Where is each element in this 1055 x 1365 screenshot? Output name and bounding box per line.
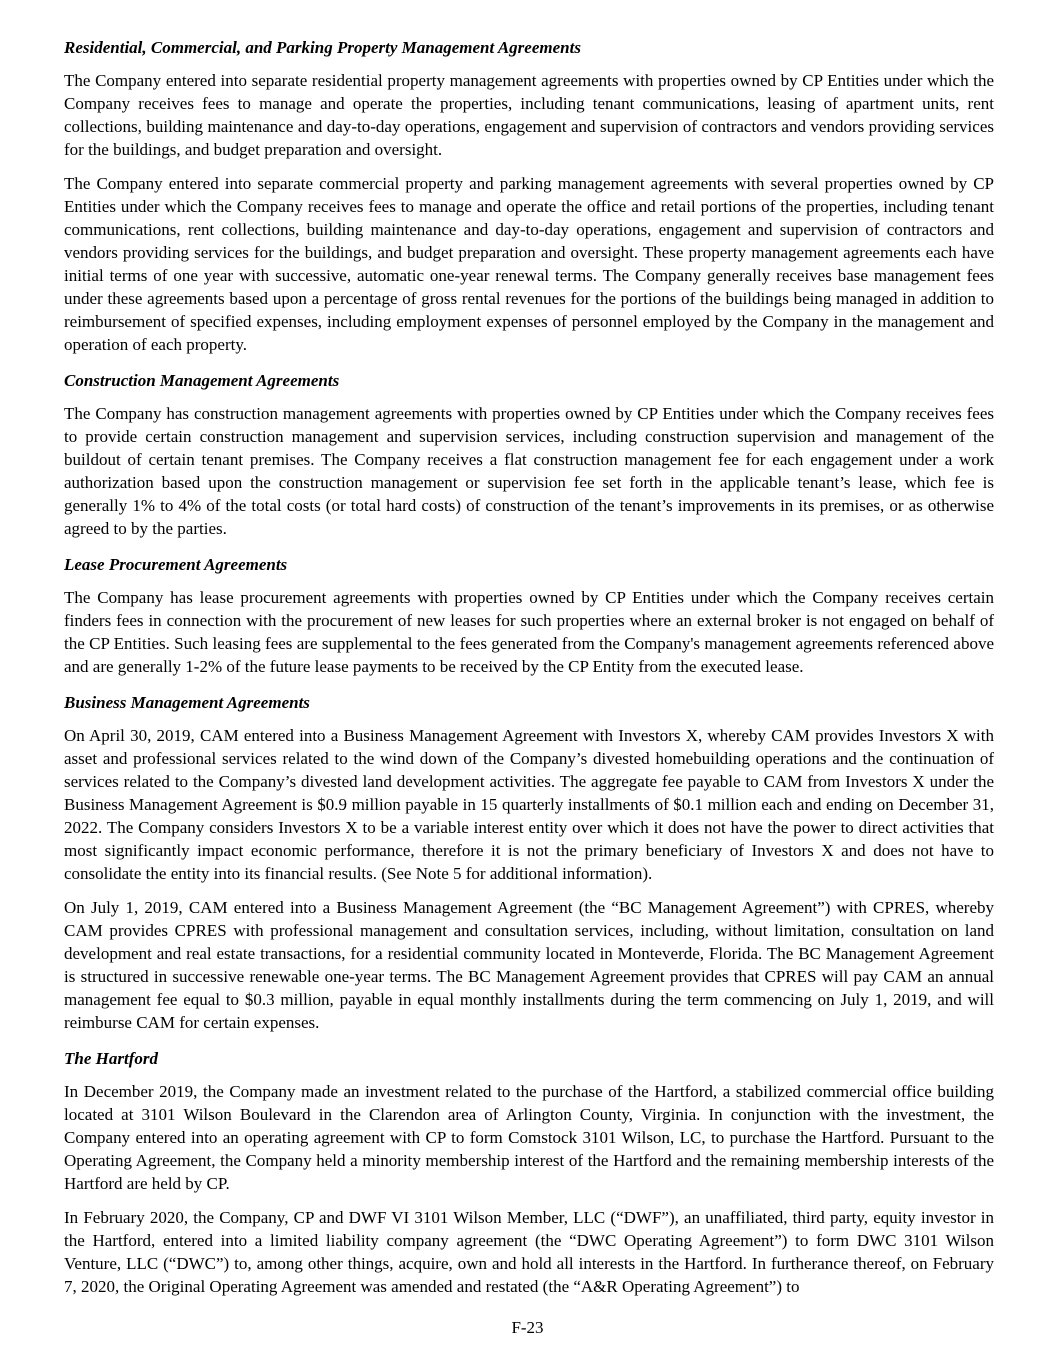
section-the-hartford bbox=[64, 1047, 994, 1298]
paragraph: The Company entered into separate commercial property and parking management agreements with several properties owned by CP Entities under which the Company receives fees to manage and operate the office and retail portions of the properties, including tenant communications, rent collections, building maintenance and day-to-day operations, engagement and supervision of contractors and vendors providing services for the buildings, and budget preparation and oversight. These property management agreements each have initial terms of one year with successive, automatic one-year renewal terms. The Company generally receives base management fees under these agreements based upon a percentage of gross rental revenues for the portions of the buildings being managed in addition to reimbursement of specified expenses, including employment expenses of personnel employed by the Company in the management and operation of each property. bbox=[64, 174, 994, 354]
section-heading: Lease Procurement Agreements bbox=[64, 555, 288, 574]
section-heading: The Hartford bbox=[64, 1049, 158, 1068]
paragraph: The Company entered into separate residential property management agreements with properties owned by CP Entities under which the Company receives fees to manage and operate the properties, including tenant communications, leasing of apartment units, rent collections, building maintenance and day-to-day operations, engagement and supervision of contractors and vendors providing services for the buildings, and budget preparation and oversight. bbox=[64, 71, 994, 159]
section-heading: Construction Management Agreements bbox=[64, 371, 340, 390]
section-property-management bbox=[64, 36, 994, 356]
paragraph: On April 30, 2019, CAM entered into a Business Management Agreement with Investors X, whereby CAM provides Investors X with asset and professional services related to the wind down of the Company’s divested homebuilding operations and the continuation of services related to the Company’s divested land development activities. The aggregate fee payable to CAM from Investors X under the Business Management Agreement is $0.9 million payable in 15 quarterly installments of $0.1 million each and ending on December 31, 2022. The Company considers Investors X to be a variable interest entity over which it does not have the power to direct activities that most significantly impact economic performance, therefore it is not the primary beneficiary of Investors X and does not have to consolidate the entity into its financial results. (See Note 5 for additional information). bbox=[64, 726, 994, 883]
paragraph: The Company has construction management agreements with properties owned by CP Entities under which the Company receives fees to provide certain construction management and supervision services, including construction supervision and management of the buildout of certain tenant premises. The Company receives a flat construction management fee for each engagement under a work authorization based upon the construction management or supervision fee set forth in the applicable tenant’s lease, which fee is generally 1% to 4% of the total costs (or total hard costs) of construction of the tenant’s improvements in its premises, or as otherwise agreed to by the parties. bbox=[64, 404, 994, 538]
section-heading: Business Management Agreements bbox=[64, 693, 310, 712]
paragraph: The Company has lease procurement agreements with properties owned by CP Entities under which the Company receives certain finders fees in connection with the procurement of new leases for such properties where an external broker is not engaged on behalf of the CP Entities. Such leasing fees are supplemental to the fees generated from the Company's management agreements referenced above and are generally 1-2% of the future lease payments to be received by the CP Entity from the executed lease. bbox=[64, 588, 994, 676]
page-number: F-23 bbox=[511, 1318, 544, 1337]
paragraph: In December 2019, the Company made an investment related to the purchase of the Hartford, a stabilized commercial office building located at 3101 Wilson Boulevard in the Clarendon area of Arlington County, Virginia. In conjunction with the investment, the Company entered into an operating agreement with CP to form Comstock 3101 Wilson, LC, to purchase the Hartford. Pursuant to the Operating Agreement, the Company held a minority membership interest of the Hartford and the remaining membership interests of the Hartford are held by CP. bbox=[64, 1082, 994, 1193]
section-heading: Residential, Commercial, and Parking Property Management Agreements bbox=[64, 38, 581, 57]
section-construction-management bbox=[64, 369, 994, 540]
section-lease-procurement bbox=[64, 553, 994, 678]
paragraph: On July 1, 2019, CAM entered into a Business Management Agreement (the “BC Management Agreement”) with CPRES, whereby CAM provides CPRES with professional management and consultation services, including, without limitation, consultation on land development and real estate transactions, for a residential community located in Monteverde, Florida. The BC Management Agreement is structured in successive renewable one-year terms. The BC Management Agreement provides that CPRES will pay CAM an annual management fee equal to $0.3 million, payable in equal monthly installments during the term commencing on July 1, 2019, and will reimburse CAM for certain expenses. bbox=[64, 898, 994, 1032]
paragraph: In February 2020, the Company, CP and DWF VI 3101 Wilson Member, LLC (“DWF”), an unaffiliated, third party, equity investor in the Hartford, entered into a limited liability company agreement (the “DWC Operating Agreement”) to form DWC 3101 Wilson Venture, LLC (“DWC”) to, among other things, acquire, own and hold all interests in the Hartford. In furtherance thereof, on February 7, 2020, the Original Operating Agreement was amended and restated (the “A&R Operating Agreement”) to bbox=[64, 1208, 994, 1296]
section-business-management bbox=[64, 691, 994, 1034]
page-footer bbox=[0, 1316, 1055, 1339]
